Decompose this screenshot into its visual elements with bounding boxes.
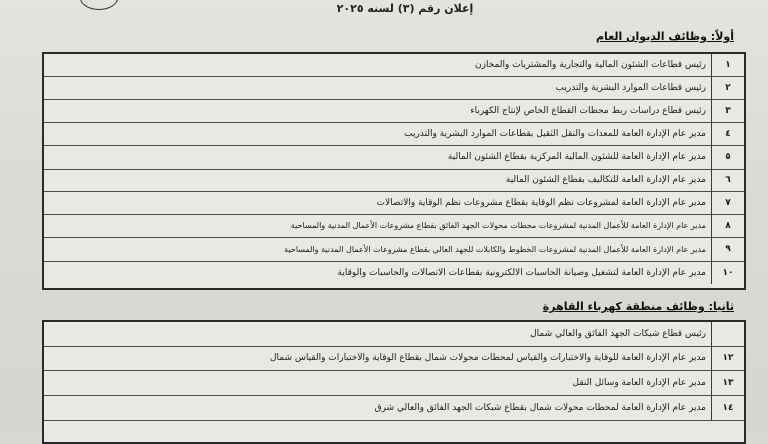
table-row: [44, 191, 744, 215]
row-number: ١: [711, 54, 744, 76]
row-number: ٥: [711, 145, 744, 169]
row-number: ٣: [711, 99, 744, 122]
job-title: مدير عام الإدارة العامة للأعمال المدنية لمشروعات الخطوط والكابلات للجهد العالي بقطاع مشروعات الأعمال المدنية والمساحية: [284, 244, 706, 254]
table-row: [44, 54, 744, 77]
job-title: مدير عام الإدارة العامة للتكاليف بقطاع الشئون المالية: [505, 175, 706, 185]
section-1-table: [42, 52, 746, 290]
row-number: ٤: [711, 122, 744, 145]
job-title: رئيس قطاع دراسات ربط محطات القطاع الخاص لإنتاج الكهرباء: [470, 105, 706, 116]
table-row: [44, 169, 744, 192]
table-row: [44, 395, 744, 421]
row-number: ١٣: [711, 370, 744, 395]
table-row: [44, 122, 744, 146]
table-row: [44, 76, 744, 100]
stamp-seal: [80, 0, 118, 10]
table-row: [44, 237, 744, 262]
job-title: مدير عام الإدارة العامة للأعمال المدنية لمشروعات محطات محولات الجهد الفائق بقطاع مشروعات الأعمال المدنية والمساحية: [290, 221, 706, 230]
table-row: [44, 370, 744, 396]
row-number: ١٠: [711, 261, 744, 284]
job-title: رئيس قطاعات الموارد البشرية والتدريب: [555, 82, 706, 93]
job-title: مدير عام الإدارة العامة وسائل النقل: [572, 377, 706, 388]
job-title: مدير عام الإدارة العامة لتشغيل وصيانة الحاسبات الالكترونية بقطاعات الاتصالات والحاسبات والوقاية: [337, 267, 706, 278]
job-title: مدير عام الإدارة العامة للمعدات والنقل الثقيل بقطاعات الموارد البشرية والتدريب: [404, 128, 706, 139]
section-2-title: ثانيا: وظائف منطقة كهرباء القاهرة: [542, 300, 734, 313]
job-title: مدير عام الإدارة العامة للشئون المالية المركزية بقطاع الشئون المالية: [447, 152, 706, 162]
table-row: [44, 346, 744, 371]
job-title: رئيس قطاع شبكات الجهد الفائق والعالي شمال: [530, 329, 706, 339]
row-number: ٧: [711, 191, 744, 214]
table-row: [44, 145, 744, 170]
job-title: مدير عام الإدارة العامة للوقاية والاختبارات والقياس لمحطات محولات شمال بقطاع الوقاية والاختبارات والقياس شمال: [269, 353, 706, 363]
row-number: ١٢: [711, 346, 744, 370]
row-number: ٩: [711, 237, 744, 261]
row-number: ١٤: [711, 395, 744, 420]
row-number: [711, 322, 744, 346]
row-number: ٢: [711, 76, 744, 99]
job-title: مدير عام الإدارة العامة لمشروعات نظم الوقاية بقطاع مشروعات نظم الوقاية والاتصالات: [376, 197, 706, 208]
section-2-table: [42, 320, 746, 444]
announcement-title: إعلان رقم (٣) لسنه ٢٠٢٥: [336, 2, 474, 15]
table-row: [44, 99, 744, 123]
row-number: ٨: [711, 214, 744, 237]
table-row: [44, 214, 744, 238]
table-row: [44, 261, 744, 284]
row-number: ٦: [711, 169, 744, 191]
job-title: رئيس قطاعات الشئون المالية والتجارية والمشتريات والمخازن: [475, 60, 706, 70]
job-title: مدير عام الإدارة العامة لمحطات محولات شمال بقطاع شبكات الجهد الفائق والعالي شرق: [374, 402, 706, 413]
table-row: [44, 322, 744, 347]
section-1-title: أولاً: وظائف الديوان العام: [596, 30, 734, 43]
